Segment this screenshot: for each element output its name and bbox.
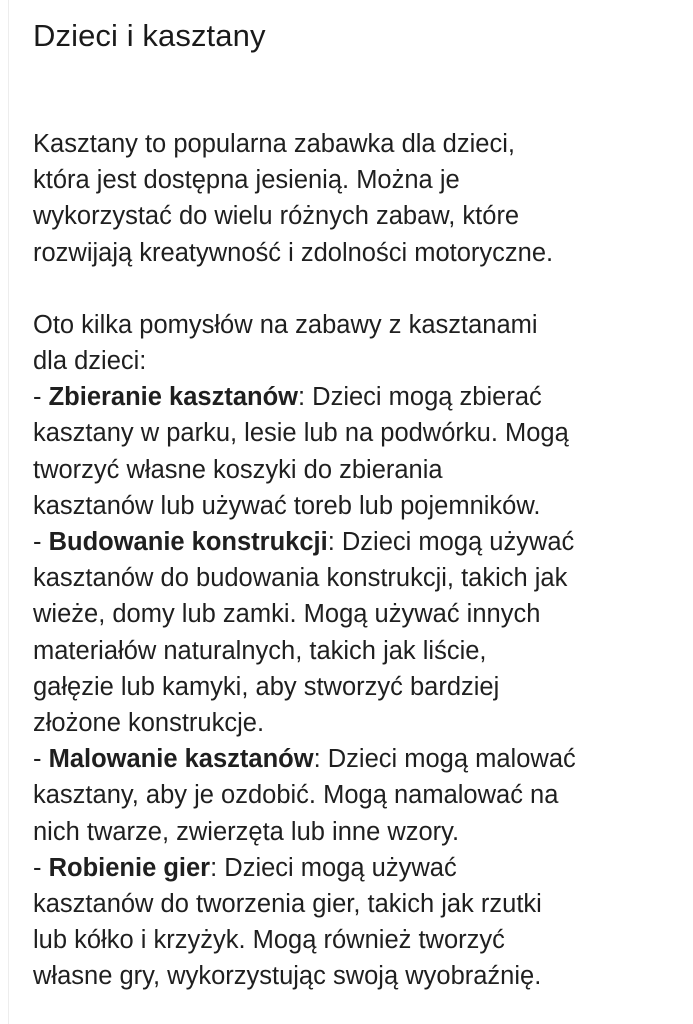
intro-line: wykorzystać do wielu różnych zabaw, które [33,202,520,231]
intro-line: rozwijają kreatywność i zdolności motoryczne. [33,238,554,267]
idea-line: materiałów naturalnych, takich jak liście, [33,636,487,665]
article-body [33,126,673,995]
intro-paragraph [33,126,673,271]
intro-line: Kasztany to popularna zabawka dla dzieci, [33,130,515,158]
idea-line: kasztanów lub używać toreb lub pojemników. [33,491,541,520]
idea-list [33,379,673,994]
idea-text: : Dzieci mogą malować [313,745,576,774]
list-dash: - [33,528,49,557]
idea-first-line [33,741,673,777]
idea-first-line [33,524,673,560]
list-intro-line: dla dzieci: [33,347,147,376]
idea-first-line [33,379,673,415]
idea-item-painting [33,741,673,850]
idea-line: kasztanów do budowania konstrukcji, takich jak [33,564,568,593]
idea-title: Robienie gier [48,853,211,882]
paragraph-gap [33,271,673,307]
idea-line: nich twarze, zwierzęta lub inne wzory. [33,817,460,846]
idea-line: tworzyć własne koszyki do zbierania [33,455,443,484]
idea-title: Zbieranie kasztanów [48,383,298,412]
list-intro-line: Oto kilka pomysłów na zabawy z kasztanami [33,310,538,339]
idea-first-line [33,850,673,886]
list-dash: - [33,383,49,412]
idea-text: : Dzieci mogą zbierać [298,383,542,412]
idea-line: kasztany, aby je ozdobić. Mogą namalować na [33,781,559,810]
idea-title: Budowanie konstrukcji [48,528,328,557]
idea-item-building [33,524,673,741]
idea-text: : Dzieci mogą używać [210,853,457,882]
idea-line: lub kółko i krzyżyk. Mogą również tworzyć [33,926,505,955]
list-dash: - [33,853,49,882]
idea-line: złożone konstrukcje. [33,709,265,738]
list-dash: - [33,745,49,774]
idea-line: kasztany w parku, lesie lub na podwórku. Mogą [33,419,569,448]
article-title: Dzieci i kasztany [33,18,266,53]
left-divider [8,0,9,1024]
idea-line: gałęzie lub kamyki, aby stworzyć bardziej [33,672,500,701]
list-intro-paragraph [33,307,673,379]
idea-item-collecting [33,379,673,524]
idea-item-games [33,850,673,995]
idea-line: kasztanów do tworzenia gier, takich jak rzutki [33,890,542,919]
idea-text: : Dzieci mogą używać [327,528,575,557]
idea-line: własne gry, wykorzystując swoją wyobraźnię. [33,962,542,991]
idea-title: Malowanie kasztanów [48,745,314,774]
intro-line: która jest dostępna jesienią. Można je [33,166,460,195]
idea-line: wieże, domy lub zamki. Mogą używać innych [33,600,541,629]
